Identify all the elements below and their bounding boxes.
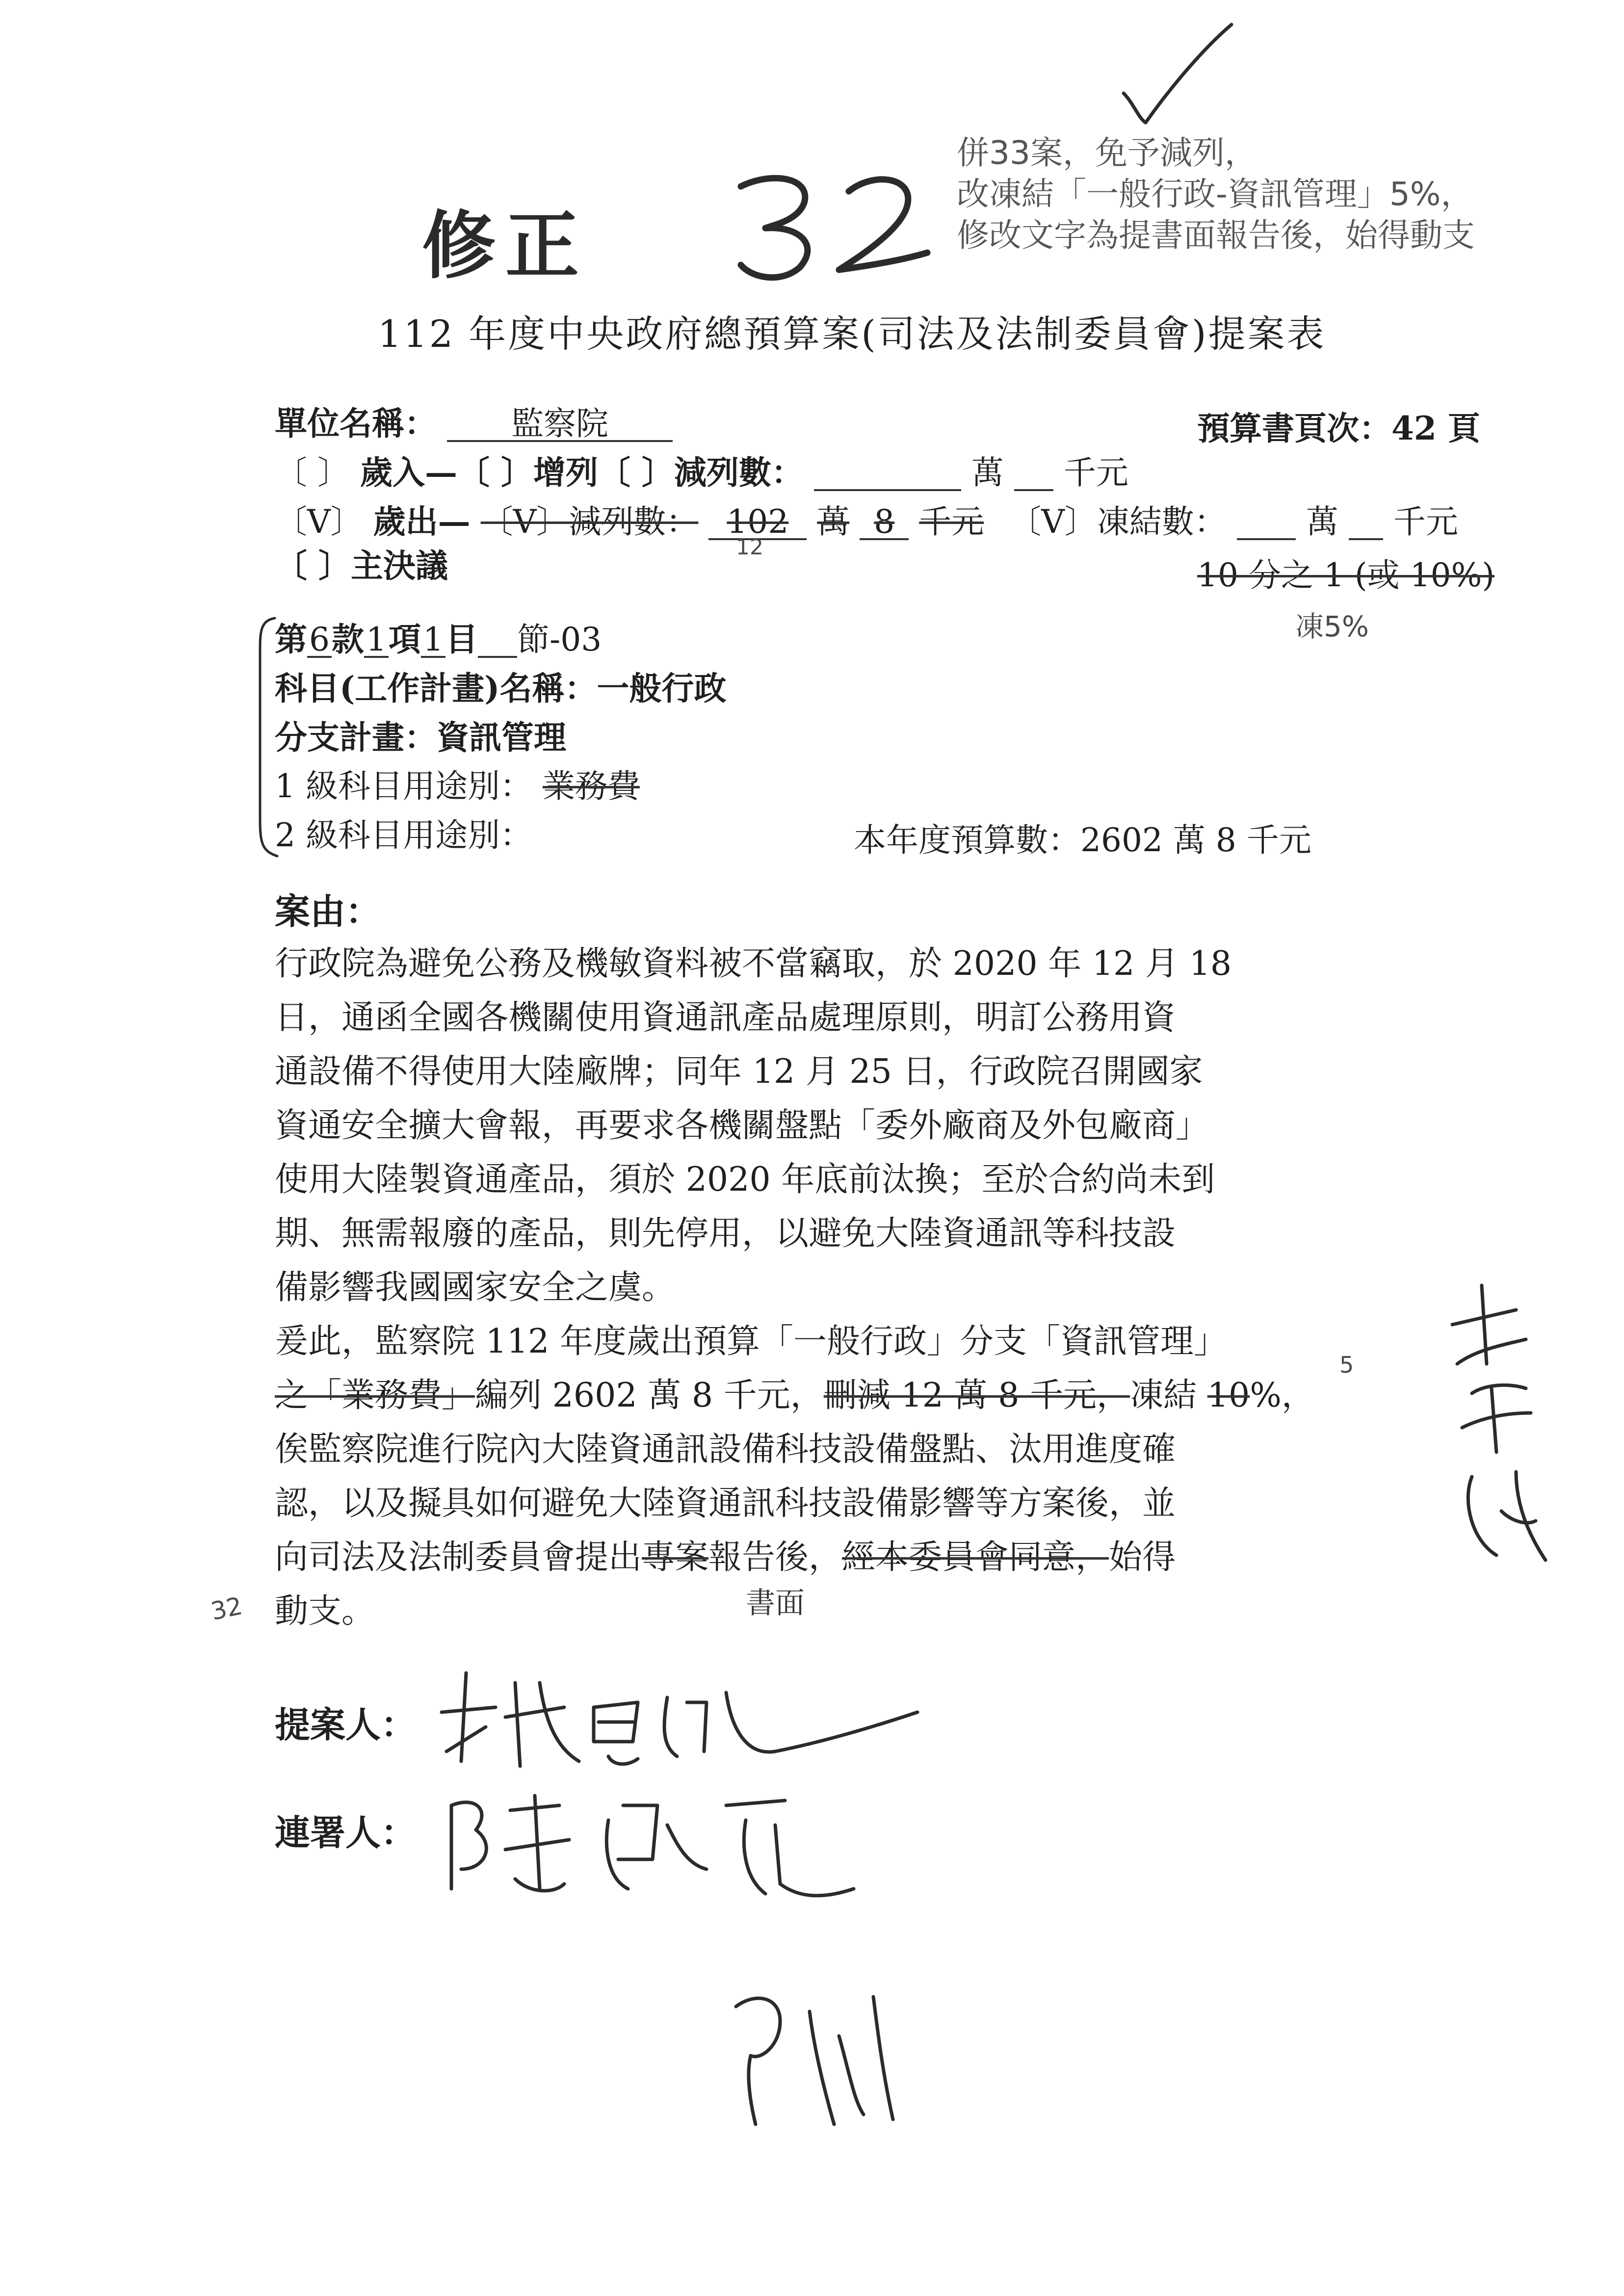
level1-label: 1 級科目用途別： — [275, 767, 532, 805]
paragraph-line: 行政院為避免公務及機敏資料被不當竊取，於 2020 年 12 月 18 — [275, 944, 1232, 983]
income-qian: 千元 — [1063, 454, 1128, 492]
form-title: 112 年度中央政府總預算案(司法及法制委員會)提案表 — [378, 312, 1326, 356]
item-mu: 1 — [421, 624, 445, 658]
expense-check: 〔V〕 — [275, 503, 363, 541]
paragraph-line: 俟監察院進行院內大陸資通訊設備科技設備盤點、汰用進度確 — [275, 1430, 1176, 1469]
paragraph-line: 認，以及擬具如何避免大陸資通訊科技設備影響等方案後，並 — [275, 1484, 1176, 1523]
plain-text: 向司法及法制委員會提出 — [275, 1538, 642, 1577]
plain-text: 凍結 — [1130, 1376, 1207, 1415]
income-wan: 萬 — [971, 454, 1004, 492]
paragraph-line: 日，通函全國各機關使用資通訊產品處理原則，明訂公務用資 — [275, 998, 1176, 1037]
freeze-blank-2 — [1349, 506, 1383, 540]
paragraph-line: 資通安全擴大會報，再要求各機關盤點「委外廠商及外包廠商」 — [275, 1106, 1209, 1145]
plain-text: 編列 2602 萬 8 千元， — [475, 1376, 824, 1415]
paragraph-line: 使用大陸製資通產品，須於 2020 年底前汰換；至於合約尚未到 — [275, 1160, 1215, 1199]
freeze-qian: 千元 — [1393, 503, 1458, 541]
correction-stamp: 修正 — [422, 203, 589, 289]
cosigner-label: 連署人： — [275, 1812, 417, 1853]
item-jie-label: 節-03 — [517, 621, 602, 658]
freeze-hand-note: 凍5% — [1295, 610, 1369, 643]
income-check: 〔 〕 — [275, 454, 350, 492]
paragraph-line-5 — [275, 1531, 1315, 1585]
struck-text: 經本委員會同意， — [842, 1538, 1109, 1577]
item-kuan: 6 — [307, 624, 332, 658]
paragraph-line-2 — [275, 1369, 1315, 1423]
level1-value: 業務費 — [542, 767, 640, 805]
item-prefix: 第 — [275, 620, 307, 658]
case-number — [726, 167, 932, 285]
proposer-signature-icon — [432, 1653, 922, 1781]
cosigner-signature-icon — [432, 1766, 873, 1923]
paragraph-line: 爰此，監察院 112 年度歲出預算「一般行政」分支「資訊管理」 — [275, 1322, 1228, 1361]
paragraph-line: 備影響我國國家安全之虞。 — [275, 1268, 676, 1307]
struck-text: 刪減 12 萬 8 千元， — [823, 1376, 1130, 1415]
paragraph-line: 期、無需報廢的產品，則先停用，以避免大陸資通訊等科技設 — [275, 1214, 1176, 1253]
page-reference: 預算書頁次：42 頁 — [1197, 409, 1480, 447]
paragraph-1 — [275, 937, 1231, 1315]
item-jie-blank — [478, 624, 517, 658]
margin-note-line: 修改文字為提書面報告後，始得動支 — [957, 216, 1475, 254]
unit-value: 監察院 — [447, 408, 673, 442]
item-xiang-label: 項 — [389, 620, 421, 658]
bottom-signature-icon — [726, 1977, 932, 2134]
struck-text: 專案 — [642, 1538, 709, 1577]
case-number-ink — [726, 167, 932, 285]
check-mark-icon — [1119, 20, 1236, 128]
income-blank — [814, 457, 961, 491]
hand-insert-written: 書面 — [746, 1586, 805, 1620]
hand-insert-32: 32 — [208, 1592, 245, 1626]
budget-amount: 本年度預算數：2602 萬 8 千元 — [854, 821, 1311, 859]
paragraph-line: 通設備不得使用大陸廠牌；同年 12 月 25 日，行政院召開國家 — [275, 1052, 1203, 1091]
struck-text: 10 — [1207, 1376, 1250, 1415]
level2-label: 2 級科目用途別： — [275, 816, 532, 854]
plain-text: %， — [1250, 1376, 1315, 1415]
resolution-row: 〔 〕主決議 — [275, 547, 448, 585]
expense-qian: 千元 — [919, 503, 984, 541]
freeze-label: 〔V〕凍結數： — [1009, 503, 1227, 541]
margin-note-line: 併33案，免予減列， — [957, 134, 1257, 172]
expense-hand-note: 12 — [736, 535, 763, 560]
margin-signature-icon — [1442, 1266, 1550, 1570]
margin-note-line: 改凍結「一般行政-資訊管理」5%， — [957, 175, 1473, 213]
item-line — [275, 620, 602, 658]
item-mu-label: 目 — [445, 620, 478, 658]
level1-row — [275, 767, 640, 805]
margin-note — [957, 132, 1475, 256]
paragraph-line: 動支。 — [275, 1592, 375, 1631]
item-kuan-label: 款 — [332, 620, 364, 658]
item-xiang: 1 — [364, 624, 389, 658]
income-text: 歲入—〔 〕增列〔 〕減列數： — [360, 453, 804, 492]
struck-text: 之「業務費」 — [275, 1376, 475, 1415]
expense-row — [275, 502, 1458, 541]
unit-row — [275, 404, 673, 443]
expense-amount-qian: 8 — [860, 506, 909, 540]
plain-text: 報告後， — [708, 1538, 842, 1577]
plain-text: 始得 — [1109, 1538, 1176, 1577]
freeze-wan: 萬 — [1306, 503, 1338, 541]
freeze-blank — [1237, 506, 1296, 540]
expense-reduce-struck: 〔V〕減列數： — [480, 503, 699, 541]
expense-wan: 萬 — [817, 503, 850, 541]
hand-insert-5: 5 — [1339, 1352, 1354, 1378]
unit-label: 單位名稱： — [275, 404, 437, 443]
freeze-ratio-struck: 10 分之 1 (或 10%) — [1197, 556, 1495, 594]
income-row — [275, 453, 1128, 492]
reason-heading: 案由： — [275, 890, 381, 932]
income-blank-2 — [1014, 457, 1053, 491]
branch-plan: 分支計畫：資訊管理 — [275, 718, 566, 757]
expense-amount-wan: 102 — [708, 506, 807, 540]
proposer-label: 提案人： — [275, 1704, 417, 1746]
subject-name: 科目(工作計畫)名稱：一般行政 — [275, 669, 727, 707]
expense-text: 歲出— — [373, 502, 471, 541]
